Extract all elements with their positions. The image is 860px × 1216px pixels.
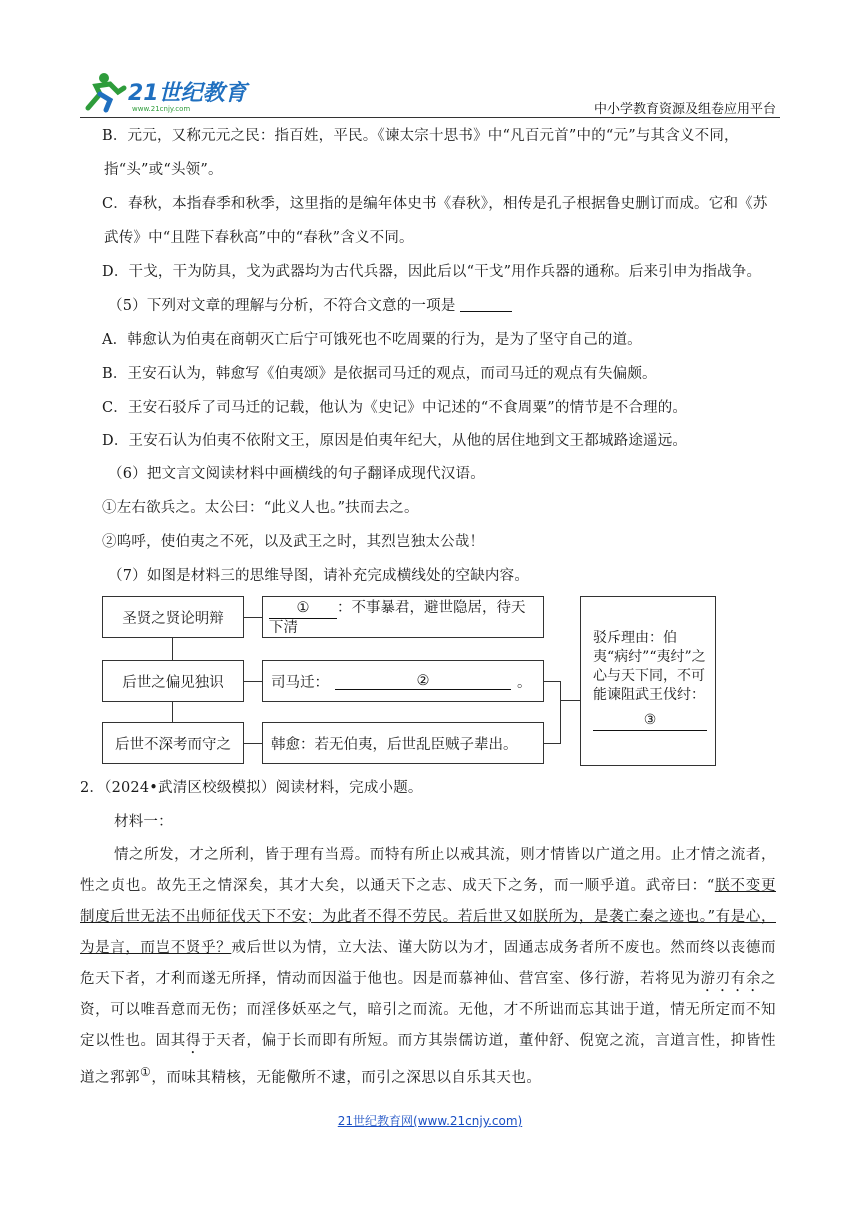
q7-stem: （7）如图是材料三的思维导图，请补充完成横线处的空缺内容。 [108, 568, 530, 584]
q5-option-b: B．王安石认为，韩愈写《伯夷颂》是依据司马迁的观点，而司马迁的观点有失偏颇。 [102, 366, 657, 382]
connector [172, 638, 173, 660]
material-paragraph [80, 840, 776, 1094]
q5-option-c: C．王安石驳斥了司马迁的记载，他认为《史记》中记述的“不食周粟”的情节是不合理的。 [102, 400, 688, 416]
platform-name: 中小学教育资源及组卷应用平台 [593, 102, 776, 117]
connector [560, 700, 580, 701]
map-node-mid-2 [262, 660, 544, 702]
connector [244, 681, 262, 682]
map-node-right [580, 596, 716, 766]
map-node-mid-1 [262, 596, 544, 638]
q6-stem: （6）把文言文阅读材料中画横线的句子翻译成现代汉语。 [108, 466, 485, 482]
dotted-phrase: 游刃有余 [700, 971, 762, 987]
material-text: 之 [761, 971, 777, 987]
map-node-mid-2-end: 。 [517, 674, 532, 691]
map-node-mid-3: 韩愈：若无伯夷，后世乱臣贼子辈出。 [262, 722, 544, 764]
option-b: B．元元，又称元元之民：指百姓，平民。《谏太宗十思书》中“凡百元首”中的“元”与其含义不同， [102, 128, 739, 144]
map-node-left-3: 后世不深考而守之 [102, 722, 244, 764]
blank-1[interactable]: ① [269, 599, 337, 619]
connector [544, 681, 560, 682]
logo [80, 70, 250, 114]
circled-number-2: ② [102, 534, 117, 550]
map-node-mid-1-text: ：不事暴君，避世隐居，待天 [337, 600, 526, 616]
connector [560, 681, 561, 744]
material-text: 性之贞也。故先王之情深矣，其才大矣，以通天下之志、成天下之务，而一顺乎道。武帝曰：“ [80, 878, 715, 894]
connector [244, 743, 262, 744]
blank-3[interactable]: ③ [593, 711, 707, 731]
q2-title: 2．（2024•武清区校级模拟）阅读材料，完成小题。 [80, 780, 423, 796]
dotted-word: 得 [185, 1033, 202, 1049]
logo-sub: www.21cnjy.com [132, 105, 191, 113]
footnote-marker[interactable]: ① [140, 1065, 152, 1079]
q5-stem-text: （5）下列对文章的理解与分析，不符合文意的一项是 [108, 298, 456, 314]
map-node-left-2: 后世之偏见独识 [102, 660, 244, 702]
q6-sentence-2 [102, 532, 484, 552]
material-label: 材料一： [114, 814, 173, 830]
map-node-left-1: 圣贤之贤论明辩 [102, 596, 244, 638]
underlined-sentence: 有是心， [715, 909, 776, 925]
underlined-sentence: 为是言，而岂不贤乎？ [80, 940, 232, 956]
material-text: 道之郛郭 [80, 1069, 140, 1086]
blank-2[interactable]: ② [335, 673, 511, 690]
material-text: 定以性也。固其 [80, 1033, 186, 1049]
map-node-mid-2-label: 司马迁： [271, 674, 329, 691]
footer-link[interactable]: 21世纪教育网(www.21cnjy.com) [337, 1114, 523, 1128]
answer-blank[interactable] [460, 297, 512, 312]
underlined-sentence: 朕不变更 [714, 878, 776, 894]
material-text: 危天下者，才利而遂无所择，情动而因溢于他也。因是而慕神仙、营宫室、侈行游，若将见为 [80, 971, 701, 987]
connector [244, 617, 262, 618]
connector [172, 702, 173, 722]
material-text: 于天者，偏于长而即有所短。而方其崇儒访道，董仲舒、倪宽之流，言道言性，抑皆性 [201, 1033, 777, 1049]
option-d: D．干戈，干为防具，戈为武器均为古代兵器，因此后以“干戈”用作兵器的通称。后来引申为指战争。 [102, 264, 762, 280]
material-text: 戒后世以为情，立大法、谨大防以为才，固通志成务者所不废也。然而终以丧德而 [231, 940, 777, 956]
map-node-mid-1-text2: 下清 [269, 620, 298, 636]
option-b-cont: 指“头”或“头领”。 [104, 162, 223, 178]
q5-option-d: D．王安石认为伯夷不依附文王，原因是伯夷年纪大，从他的居住地到文王都城路途遥远。 [102, 433, 688, 449]
q6-sentence-1-text: 左右欲兵之。太公曰：“此义人也。”扶而去之。 [116, 500, 419, 516]
q6-sentence-2-text: 呜呼，使伯夷之不死，以及武王之时，其烈岂独太公哉！ [116, 534, 485, 550]
q5-stem [108, 296, 512, 316]
option-c-cont: 武传》中“且陛下春秋高”中的“春秋”含义不同。 [104, 230, 414, 246]
material-text: ，而味其精核，无能儆所不逮，而引之深思以自乐其天也。 [151, 1069, 542, 1086]
q6-sentence-1 [102, 498, 419, 518]
material-text: 资，可以唯吾意而无伤；而淫侈妖巫之气，暗引之而流。无他，才不所诎而忘其诎于道，情无所定而不知 [80, 1002, 776, 1018]
material-text: 情之所发，才之所利，皆于理有当焉。而特有所止以戒其流，则才情皆以广道之用。止才情之流者， [114, 847, 776, 863]
runner-icon [80, 70, 250, 114]
logo-text: 21世纪教育 [128, 81, 247, 106]
circled-number-1: ① [102, 500, 117, 516]
option-c: C．春秋，本指春季和秋季，这里指的是编年体史书《春秋》，相传是孔子根据鲁史删订而成。它和《苏 [102, 196, 768, 212]
underlined-sentence: 制度后世无法不出师征伐天下不安；为此者不得不劳民。若后世又如朕所为，是袭亡秦之迹也。” [80, 909, 716, 925]
connector [544, 743, 560, 744]
map-node-right-text: 驳斥理由：伯夷“病纣”“夷纣”之心与天下同，不可能谏阻武王伐纣： [593, 630, 706, 703]
header-divider [80, 117, 780, 118]
q5-option-a: A．韩愈认为伯夷在商朝灭亡后宁可饿死也不吃周粟的行为，是为了坚守自己的道。 [102, 332, 642, 348]
